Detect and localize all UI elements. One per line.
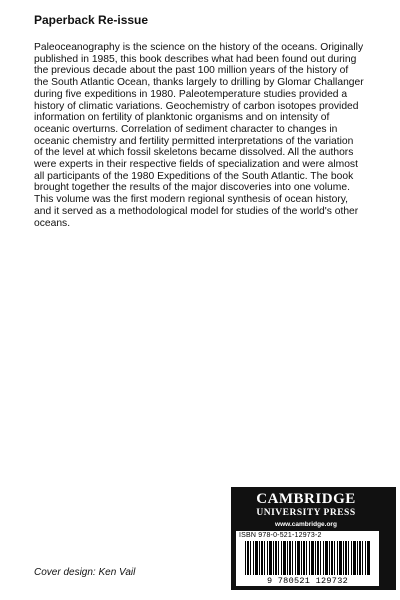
barcode-icon [245,541,371,575]
cover-design-credit: Cover design: Ken Vail [34,567,136,578]
publisher-name: CAMBRIDGE [256,491,356,507]
section-heading: Paperback Re-issue [34,13,149,27]
publisher-press: UNIVERSITY PRESS [256,508,356,518]
isbn-barcode-panel [236,531,379,586]
isbn-label: ISBN 978-0-521-12973-2 [239,532,322,539]
publisher-url: www.cambridge.org [275,521,337,528]
book-description: Paleoceanography is the science on the history of the oceans. Originally published in 1985, this book describes what had been found out during the previous decade about the past 100 million years of the history of the South Atlantic Ocean, thanks largely to drilling by Glomar Challanger during five expeditions in 1980. Paleotemperature studies provided a history of climatic variations. Geochemistry of carbon isotopes provided information on fertility of planktonic organisms and on intensity of oceanic overturns. Correlation of sediment character to changes in oceanic chemistry and fertility permitted interpretations of the variation of the level at which fossil skeletons became dissolved. All the authors were experts in their respective fields of specialization and were almost all participants of the 1980 Expeditions of the South Atlantic. The book brought together the results of the major discoveries into one volume. This volume was the first modern regional synthesis of ocean history, and it served as a methodological model for studies of the world's other oceans. [34,42,364,229]
barcode-digits: 9 780521 129732 [266,576,348,586]
publisher-panel [231,487,396,590]
